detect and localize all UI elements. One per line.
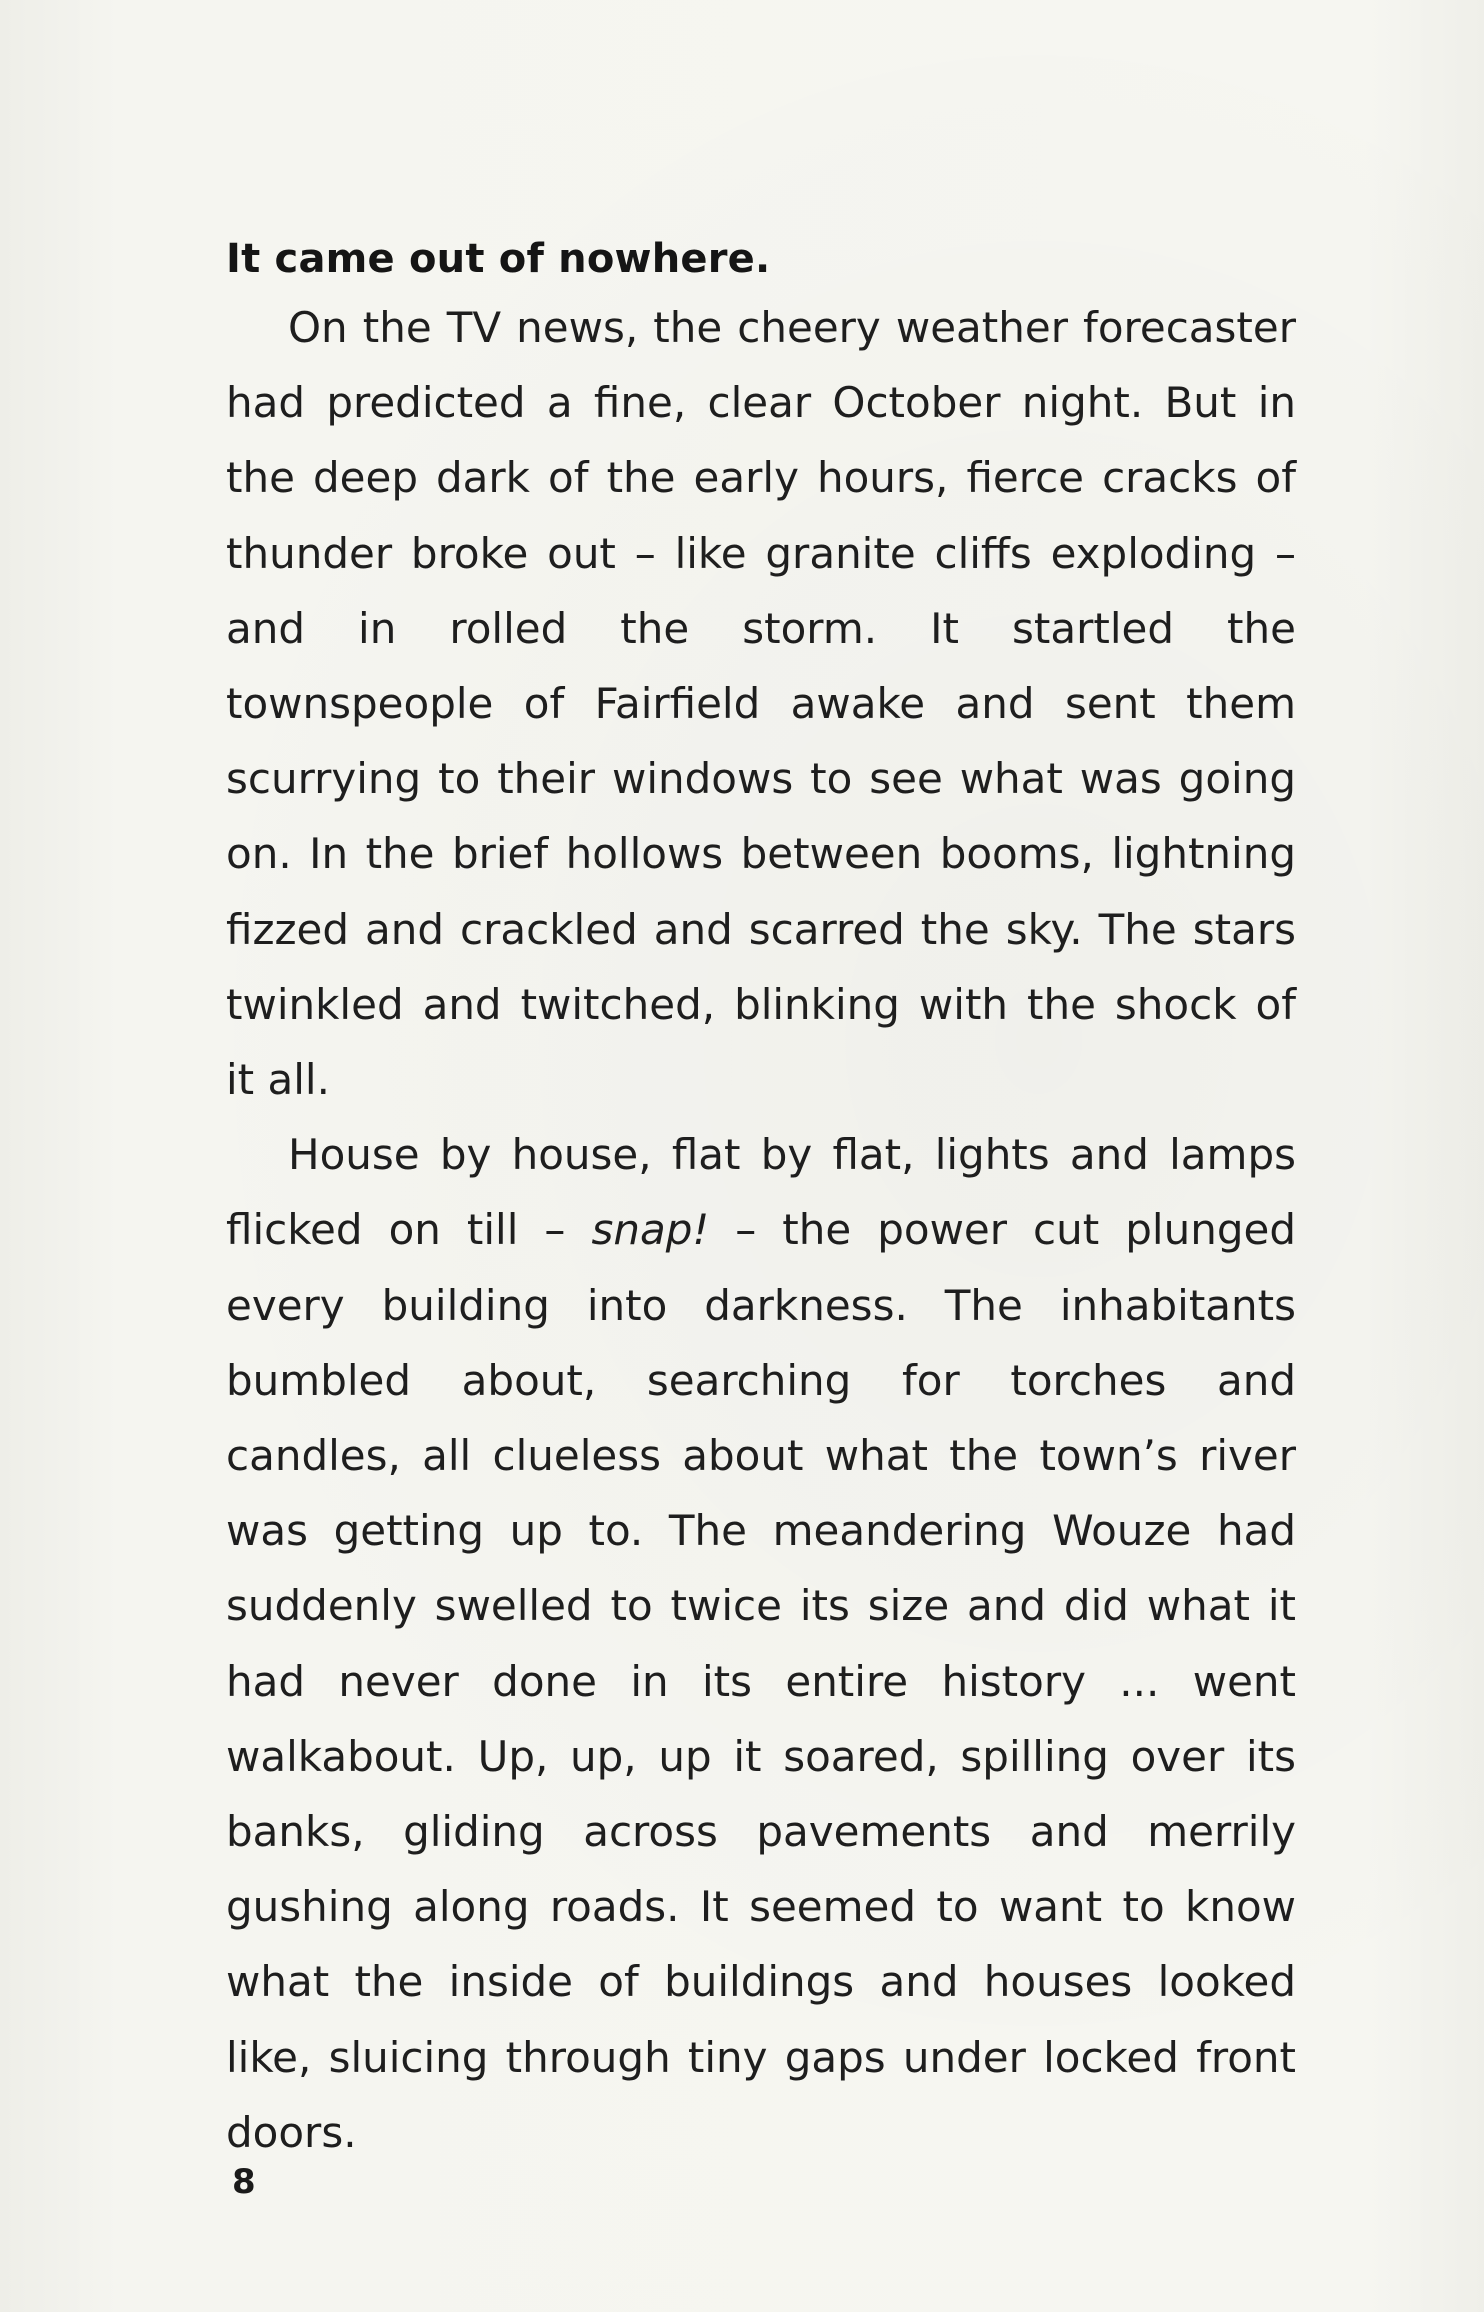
- paragraph-2-italic: snap!: [591, 1205, 710, 1255]
- paragraph-2-part-2: – the power cut plunged every building into darkness. The inhabitants bumbled about, searching for torches and candles, all clueless about what the town’s river was getting up to. The meandering Wouze had suddenly swelled to twice its size and did what it had never done in its entire history ... went walkabout. Up, up, up it soared, spilling over its banks, gliding across pavements and merrily gushing along roads. It seemed to want to know what the inside of buildings and houses looked like, sluicing through tiny gaps under locked front doors.: [226, 1205, 1296, 2157]
- page-text-block: [226, 228, 1296, 2170]
- opening-line: It came out of nowhere.: [226, 236, 771, 282]
- page-number: 8: [232, 2162, 256, 2202]
- paragraph-2: [226, 1117, 1296, 2170]
- paragraph-2-part-1: House by house, flat by flat, lights and lamps flicked on till –: [226, 1130, 1296, 1255]
- paragraph-1: On the TV news, the cheery weather forecaster had predicted a fine, clear October night. But in the deep dark of the early hours, fierce cracks of thunder broke out – like granite cliffs exploding – and in rolled the storm. It startled the townspeople of Fairfield awake and sent them scurrying to their windows to see what was going on. In the brief hollows between booms, lightning fizzed and crackled and scarred the sky. The stars twinkled and twitched, blinking with the shock of it all.: [226, 303, 1296, 1105]
